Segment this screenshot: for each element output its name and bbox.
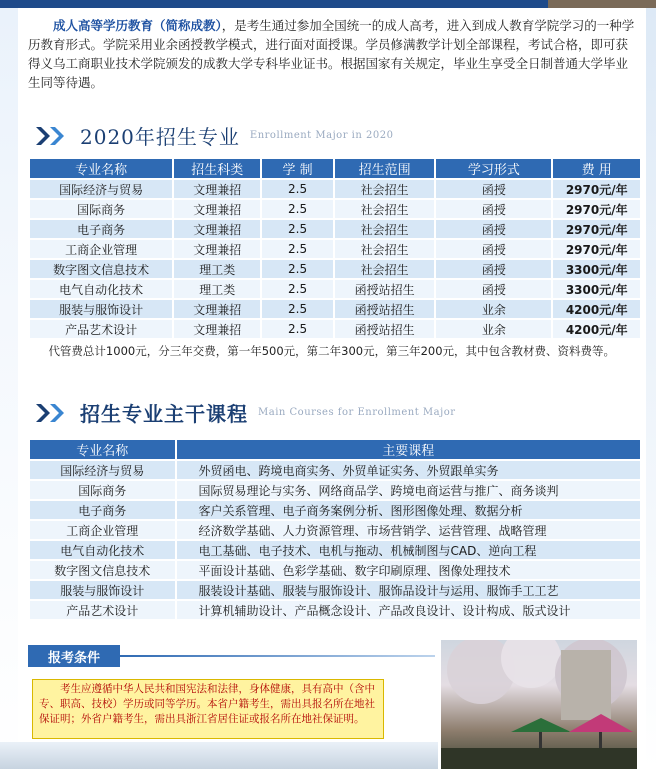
cell-fee: 2970元/年 xyxy=(553,200,640,218)
cell-duration: 2.5 xyxy=(262,320,333,338)
cell-scope: 社会招生 xyxy=(335,180,435,198)
section-enrollment-major-heading xyxy=(34,121,393,150)
cell-scope: 社会招生 xyxy=(335,200,435,218)
cell-major: 服装与服饰设计 xyxy=(30,581,175,599)
cell-major: 工商企业管理 xyxy=(30,240,172,258)
cell-duration: 2.5 xyxy=(262,300,333,318)
cell-major: 服装与服饰设计 xyxy=(30,300,172,318)
cell-major: 电子商务 xyxy=(30,220,172,238)
table-row xyxy=(30,481,640,499)
requirements-divider xyxy=(120,655,435,657)
cell-study-form: 业余 xyxy=(436,300,551,318)
cell-fee: 2970元/年 xyxy=(553,220,640,238)
table-row xyxy=(30,280,640,298)
intro-body: ，是考生通过参加全国统一的成人高考，进入到成人教育学院学习的一种学历教育形式。学院采用业余函授教学模式，进行面对面授课。学员修满教学计划全部课程，考试合格，即可获得义乌工商职业技术学院颁发的成教大学专科毕业证书。根据国家有关规定，毕业生享受全日制普通大学毕业生同等待遇。 xyxy=(28,18,635,90)
cell-duration: 2.5 xyxy=(262,220,333,238)
cell-major: 电气自动化技术 xyxy=(30,280,172,298)
table-row xyxy=(30,521,640,539)
section-subtitle: Main Courses for Enrollment Major xyxy=(258,407,456,418)
cell-study-form: 函授 xyxy=(436,220,551,238)
cell-courses: 国际贸易理论与实务、网络商品学、跨境电商运营与推广、商务谈判 xyxy=(177,481,640,499)
cell-category: 文理兼招 xyxy=(174,240,260,258)
table-row xyxy=(30,320,640,338)
fee-note: 代管费总计1000元，分三年交费，第一年500元，第二年300元，第三年200元，其中包含教材费、资料费等。 xyxy=(48,344,616,358)
cell-fee: 4200元/年 xyxy=(553,320,640,338)
cell-major: 国际商务 xyxy=(30,200,172,218)
cell-major: 国际经济与贸易 xyxy=(30,461,175,479)
requirements-text: 考生应遵循中华人民共和国宪法和法律，身体健康，具有高中（含中专、职高、技校）学历或同等学历。本省户籍考生，需出具报名所在地社保证明；外省户籍考生，需出具浙江省居住证或报名所在地社保证明。 xyxy=(32,679,384,739)
cell-major: 电子商务 xyxy=(30,501,175,519)
table-row xyxy=(30,180,640,198)
section-main-courses-heading xyxy=(34,398,456,427)
cell-fee: 2970元/年 xyxy=(553,240,640,258)
cell-scope: 函授站招生 xyxy=(335,300,435,318)
bottom-skyline-decor xyxy=(0,742,438,769)
cell-duration: 2.5 xyxy=(262,200,333,218)
double-chevron-icon xyxy=(34,402,70,424)
col-header-major: 专业名称 xyxy=(30,440,175,459)
cell-study-form: 函授 xyxy=(436,200,551,218)
cell-major: 数字图文信息技术 xyxy=(30,561,175,579)
top-banner-strip xyxy=(0,0,656,8)
cell-courses: 计算机辅助设计、产品概念设计、产品改良设计、设计构成、版式设计 xyxy=(177,601,640,619)
cell-category: 理工类 xyxy=(174,280,260,298)
cell-category: 文理兼招 xyxy=(174,200,260,218)
cell-major: 产品艺术设计 xyxy=(30,320,172,338)
table-row xyxy=(30,581,640,599)
section-title: 招生专业主干课程 xyxy=(80,402,248,426)
banner-photo-edge xyxy=(548,0,656,8)
cell-major: 国际经济与贸易 xyxy=(30,180,172,198)
cell-scope: 函授站招生 xyxy=(335,280,435,298)
col-header-study-form: 学习形式 xyxy=(436,159,551,178)
cell-duration: 2.5 xyxy=(262,260,333,278)
table-row xyxy=(30,240,640,258)
cell-study-form: 业余 xyxy=(436,320,551,338)
cell-major: 电气自动化技术 xyxy=(30,541,175,559)
col-header-duration: 学 制 xyxy=(262,159,333,178)
cell-major: 产品艺术设计 xyxy=(30,601,175,619)
left-decor-edge xyxy=(0,8,18,769)
cell-scope: 社会招生 xyxy=(335,240,435,258)
cell-duration: 2.5 xyxy=(262,240,333,258)
section-subtitle: Enrollment Major in 2020 xyxy=(249,130,394,141)
cell-category: 理工类 xyxy=(174,260,260,278)
col-header-courses: 主要课程 xyxy=(177,440,640,459)
cell-category: 文理兼招 xyxy=(174,180,260,198)
col-header-category: 招生科类 xyxy=(174,159,260,178)
main-courses-table xyxy=(28,438,642,621)
cell-study-form: 函授 xyxy=(436,260,551,278)
cell-category: 文理兼招 xyxy=(174,300,260,318)
table-row xyxy=(30,501,640,519)
campus-photo xyxy=(441,640,637,769)
cell-duration: 2.5 xyxy=(262,280,333,298)
cell-scope: 社会招生 xyxy=(335,220,435,238)
cell-duration: 2.5 xyxy=(262,180,333,198)
cell-scope: 社会招生 xyxy=(335,260,435,278)
table-row xyxy=(30,300,640,318)
intro-paragraph xyxy=(28,16,640,92)
table-row xyxy=(30,541,640,559)
cell-courses: 电工基础、电子技术、电机与拖动、机械制图与CAD、逆向工程 xyxy=(177,541,640,559)
cell-major: 工商企业管理 xyxy=(30,521,175,539)
col-header-scope: 招生范围 xyxy=(335,159,435,178)
cell-courses: 服装设计基础、服装与服饰设计、服饰品设计与运用、服饰手工工艺 xyxy=(177,581,640,599)
section-title: 2020年招生专业 xyxy=(80,125,240,149)
cell-fee: 4200元/年 xyxy=(553,300,640,318)
double-chevron-icon xyxy=(34,125,70,147)
cell-fee: 2970元/年 xyxy=(553,180,640,198)
cell-fee: 3300元/年 xyxy=(553,260,640,278)
cell-fee: 3300元/年 xyxy=(553,280,640,298)
cell-scope: 函授站招生 xyxy=(335,320,435,338)
cell-category: 文理兼招 xyxy=(174,320,260,338)
cell-category: 文理兼招 xyxy=(174,220,260,238)
col-header-fee: 费 用 xyxy=(553,159,640,178)
table-row xyxy=(30,461,640,479)
col-header-major: 专业名称 xyxy=(30,159,172,178)
cell-study-form: 函授 xyxy=(436,240,551,258)
cell-courses: 平面设计基础、色彩学基础、数字印刷原理、图像处理技术 xyxy=(177,561,640,579)
table-row xyxy=(30,601,640,619)
cell-major: 国际商务 xyxy=(30,481,175,499)
cell-study-form: 函授 xyxy=(436,180,551,198)
table-header-row xyxy=(30,440,640,459)
requirements-label: 报考条件 xyxy=(28,645,120,667)
enrollment-major-table xyxy=(28,157,642,340)
table-row xyxy=(30,220,640,238)
cell-study-form: 函授 xyxy=(436,280,551,298)
table-header-row xyxy=(30,159,640,178)
table-row xyxy=(30,561,640,579)
intro-highlight: 成人高等学历教育（简称成教） xyxy=(53,18,222,33)
cell-courses: 客户关系管理、电子商务案例分析、图形图像处理、数据分析 xyxy=(177,501,640,519)
cell-courses: 经济数学基础、人力资源管理、市场营销学、运营管理、战略管理 xyxy=(177,521,640,539)
right-decor-edge xyxy=(646,8,656,769)
table-row xyxy=(30,260,640,278)
cell-courses: 外贸函电、跨境电商实务、外贸单证实务、外贸跟单实务 xyxy=(177,461,640,479)
table-row xyxy=(30,200,640,218)
cell-major: 数字图文信息技术 xyxy=(30,260,172,278)
